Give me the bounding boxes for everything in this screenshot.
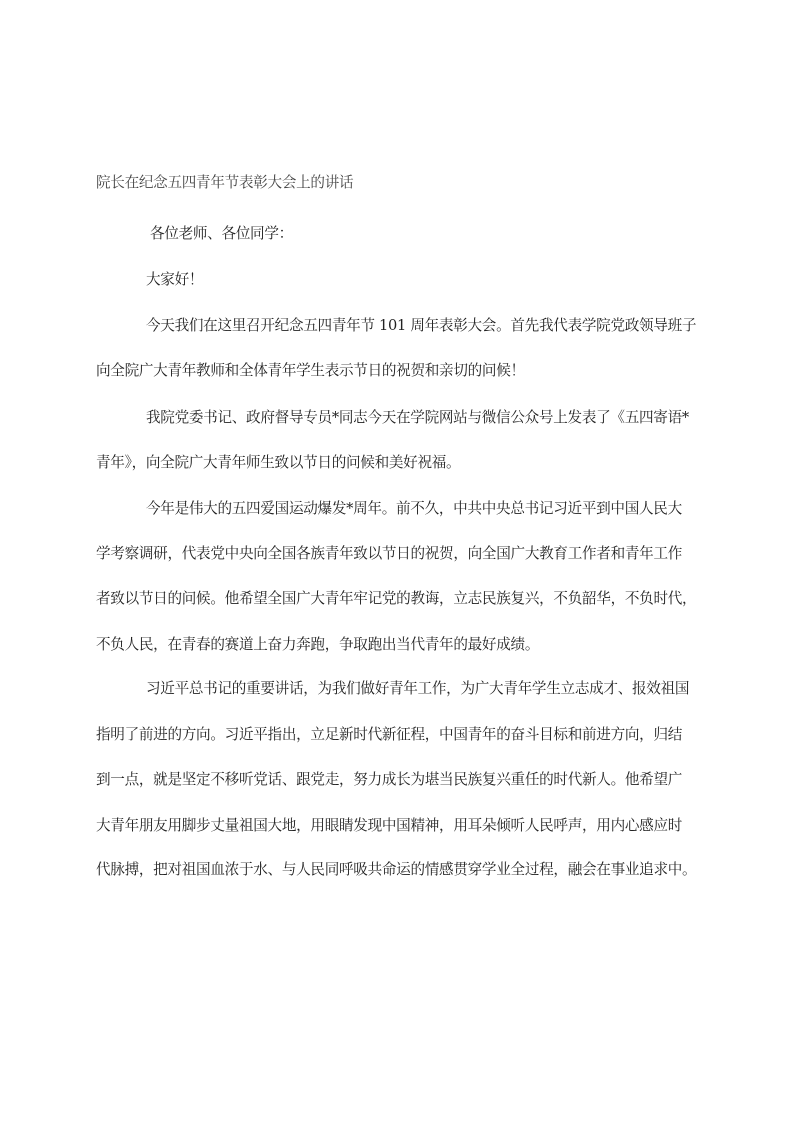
paragraph-4-line-4: 大青年朋友用脚步丈量祖国大地，用眼睛发现中国精神，用耳朵倾听人民呼声，用内心感应时 (96, 817, 683, 834)
salutation: 各位老师、各位同学： (150, 225, 293, 242)
greeting: 大家好！ (146, 271, 204, 288)
paragraph-4-line-2: 指明了前进的方向。习近平指出，立足新时代新征程，中国青年的奋斗目标和前进方向，归结 (96, 726, 683, 743)
paragraph-4-line-1: 习近平总书记的重要讲话，为我们做好青年工作，为广大青年学生立志成才、报效祖国 (146, 680, 690, 697)
document-title: 院长在纪念五四青年节表彰大会上的讲话 (96, 174, 354, 191)
paragraph-3-line-1: 今年是伟大的五四爱国运动爆发*周年。前不久，中共中央总书记习近平到中国人民大 (146, 500, 682, 517)
paragraph-1-line-1: 今天我们在这里召开纪念五四青年节 101 周年表彰大会。首先我代表学院党政领导班子 (146, 317, 697, 334)
paragraph-2-line-1: 我院党委书记、政府督导专员*同志今天在学院网站与微信公众号上发表了《五四寄语* (146, 409, 689, 426)
paragraph-3-line-2: 学考察调研，代表党中央向全国各族青年致以节日的祝贺，向全国广大教育工作者和青年工作 (96, 545, 683, 562)
paragraph-4-line-3: 到一点，就是坚定不移听党话、跟党走，努力成长为堪当民族复兴重任的时代新人。他希望广 (96, 771, 683, 788)
paragraph-3-line-3: 者致以节日的问候。他希望全国广大青年牢记党的教诲，立志民族复兴，不负韶华，不负时代， (96, 590, 697, 607)
paragraph-2-line-2: 青年》，向全院广大青年师生致以节日的问候和美好祝福。 (96, 454, 461, 471)
paragraph-1-line-2: 向全院广大青年教师和全体青年学生表示节日的祝贺和亲切的问候！ (96, 362, 525, 379)
paragraph-3-line-4: 不负人民，在青春的赛道上奋力奔跑，争取跑出当代青年的最好成绩。 (96, 636, 540, 653)
paragraph-4-line-5: 代脉搏，把对祖国血浓于水、与人民同呼吸共命运的情感贯穿学业全过程，融会在事业追求中。 (96, 861, 697, 878)
